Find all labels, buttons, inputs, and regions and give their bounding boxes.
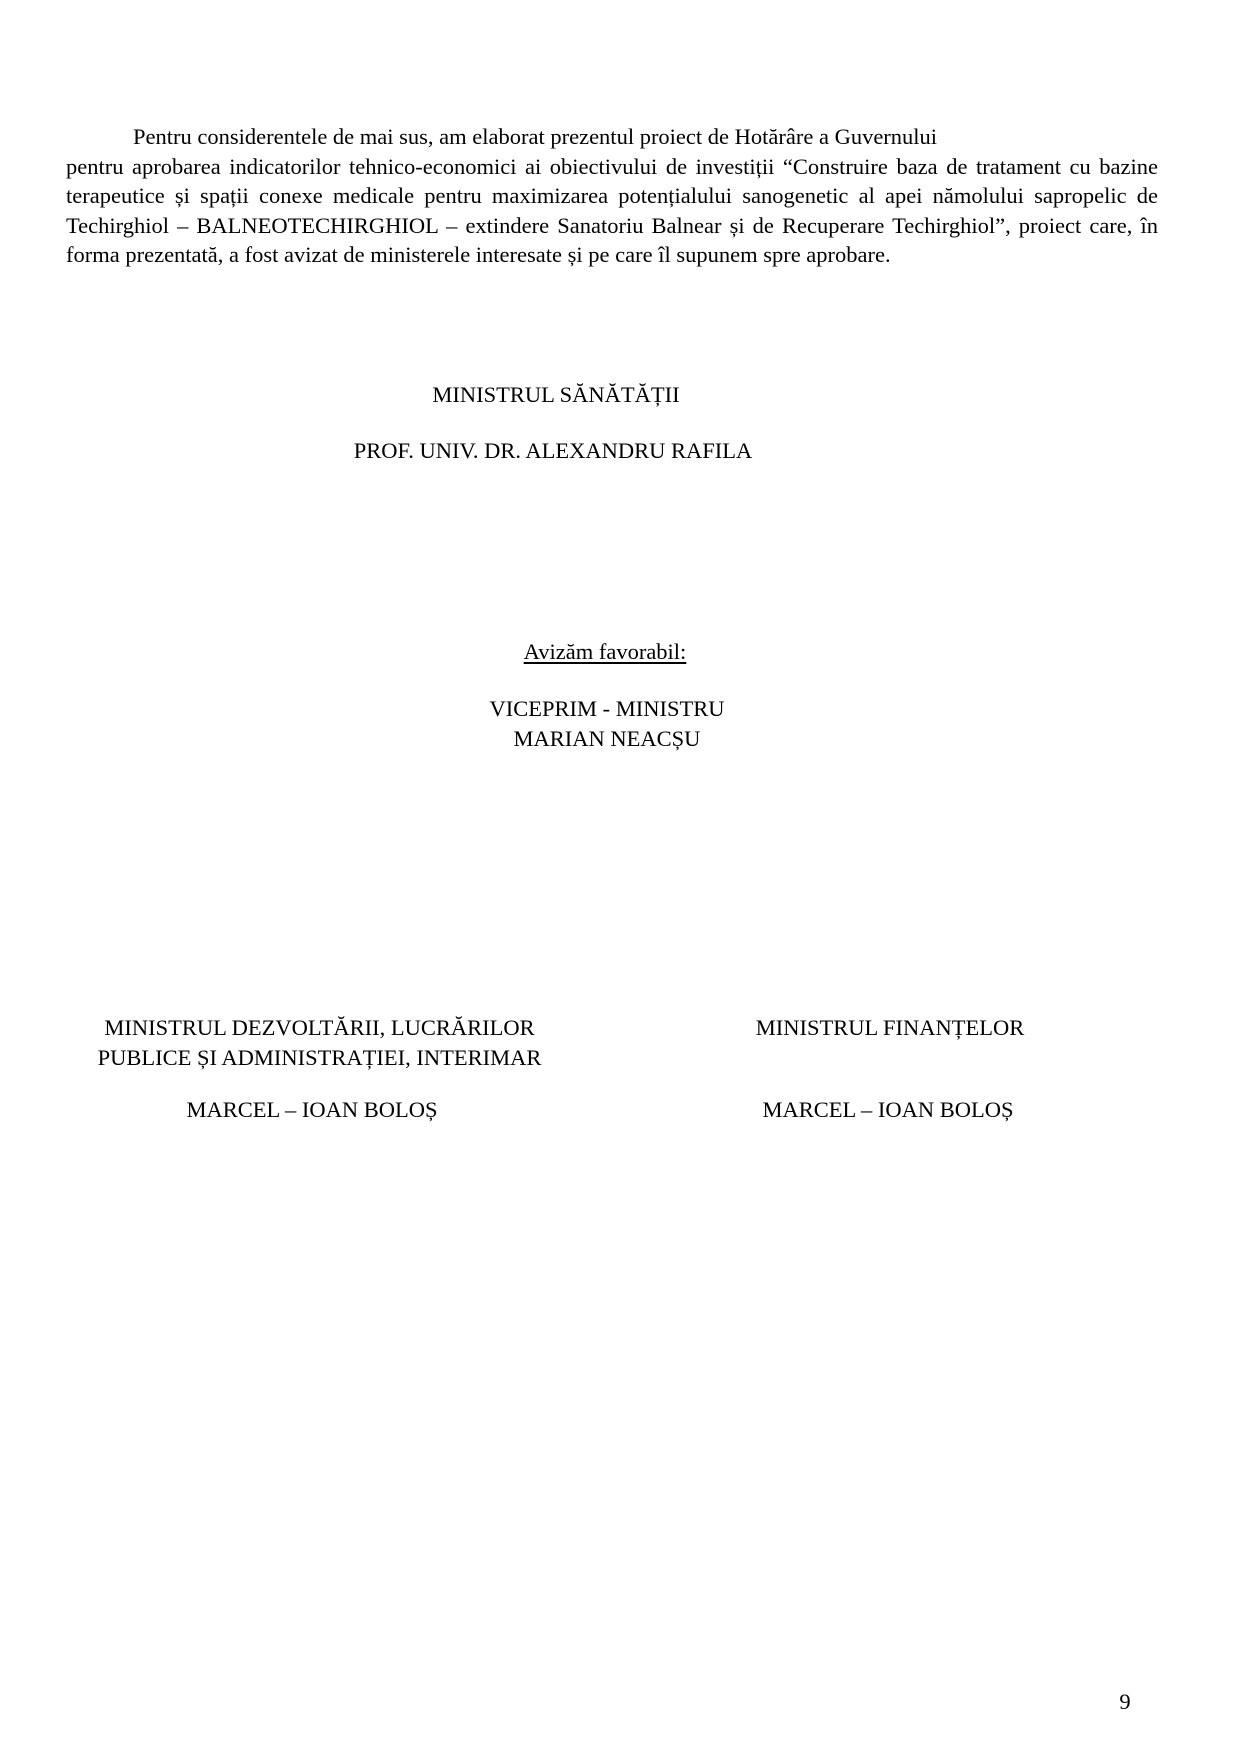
endorsement-heading (55, 637, 1155, 667)
development-minister-name: MARCEL – IOAN BOLOȘ (186, 1097, 438, 1122)
endorsement-heading-text: Avizăm favorabil: (523, 639, 687, 664)
page-number: 9 (1119, 1689, 1131, 1714)
paragraph-body: pentru aprobarea indicatorilor tehnico-economici ai obiectivului de investiții “Construire baza de tratament cu bazine terapeutice și spații conexe medicale pentru maximizarea potențialului sanogenetic al apei nămolului sapropelic de Techirghiol – BALNEOTECHIRGHIOL – extindere Sanatoriu Balnear și de Recuperare Techirghiol”, proiect care, în forma prezentată, a fost avizat de ministerele interesate și pe care îl supunem spre aprobare. (66, 153, 1158, 268)
development-minister-title (52, 1013, 587, 1073)
deputy-pm-block (57, 694, 1157, 753)
development-minister-title-line2: PUBLICE ȘI ADMINISTRAȚIEI, INTERIMAR (97, 1045, 542, 1070)
deputy-pm-title: VICEPRIM - MINISTRU (489, 696, 725, 721)
finance-minister-title: MINISTRUL FINANȚELOR (755, 1015, 1025, 1040)
health-minister-title: MINISTRUL SĂNĂTĂȚII (432, 382, 680, 407)
finance-minister-name: MARCEL – IOAN BOLOȘ (762, 1097, 1014, 1122)
health-minister-name: PROF. UNIV. DR. ALEXANDRU RAFILA (353, 438, 753, 463)
paragraph-first-line: Pentru considerentele de mai sus, am elaborat prezentul proiect de Hotărâre a Guvernului (133, 124, 938, 149)
main-paragraph (66, 122, 1158, 270)
development-minister-title-line1: MINISTRUL DEZVOLTĂRII, LUCRĂRILOR (104, 1015, 535, 1040)
deputy-pm-name: MARIAN NEACȘU (513, 725, 701, 751)
